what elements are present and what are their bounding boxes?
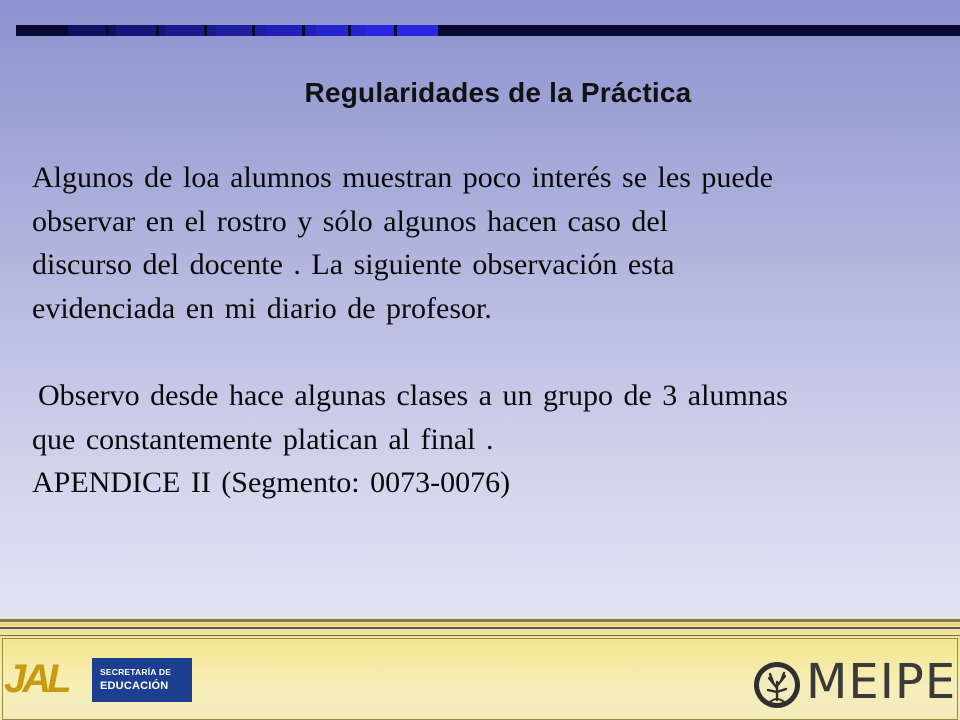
slide-title: Regularidades de la Práctica xyxy=(304,77,692,108)
jal-logo-mark: JAL xyxy=(4,657,68,701)
sep-line2: EDUCACIÓN xyxy=(100,680,169,692)
body-line: que constantemente platican al final . xyxy=(32,422,494,456)
meipe-logo xyxy=(752,654,958,714)
jalisco-sep-logo xyxy=(4,650,190,714)
body-line: Algunos de loa alumnos muestran poco interés se les puede xyxy=(32,161,773,194)
body-line: discurso del docente . La siguiente observación esta xyxy=(32,248,675,281)
tree-emblem-icon xyxy=(752,660,802,710)
sep-line1: SECRETARÍA DE xyxy=(100,667,172,677)
footer-divider xyxy=(0,619,960,635)
body-line: Observo desde hace algunas clases a un grupo de 3 alumnas xyxy=(38,379,788,412)
sep-badge xyxy=(92,658,192,702)
body-line: evidenciada en mi diario de profesor. xyxy=(32,291,492,325)
top-decorative-bar xyxy=(16,25,960,36)
footer-band xyxy=(0,635,960,720)
meipe-wordmark: MEIPE xyxy=(806,654,957,710)
reference-line: APENDICE II (Segmento: 0073-0076) xyxy=(32,466,511,499)
slide-body xyxy=(32,156,947,505)
body-line: observar en el rostro y sólo algunos hacen caso del xyxy=(32,204,668,238)
